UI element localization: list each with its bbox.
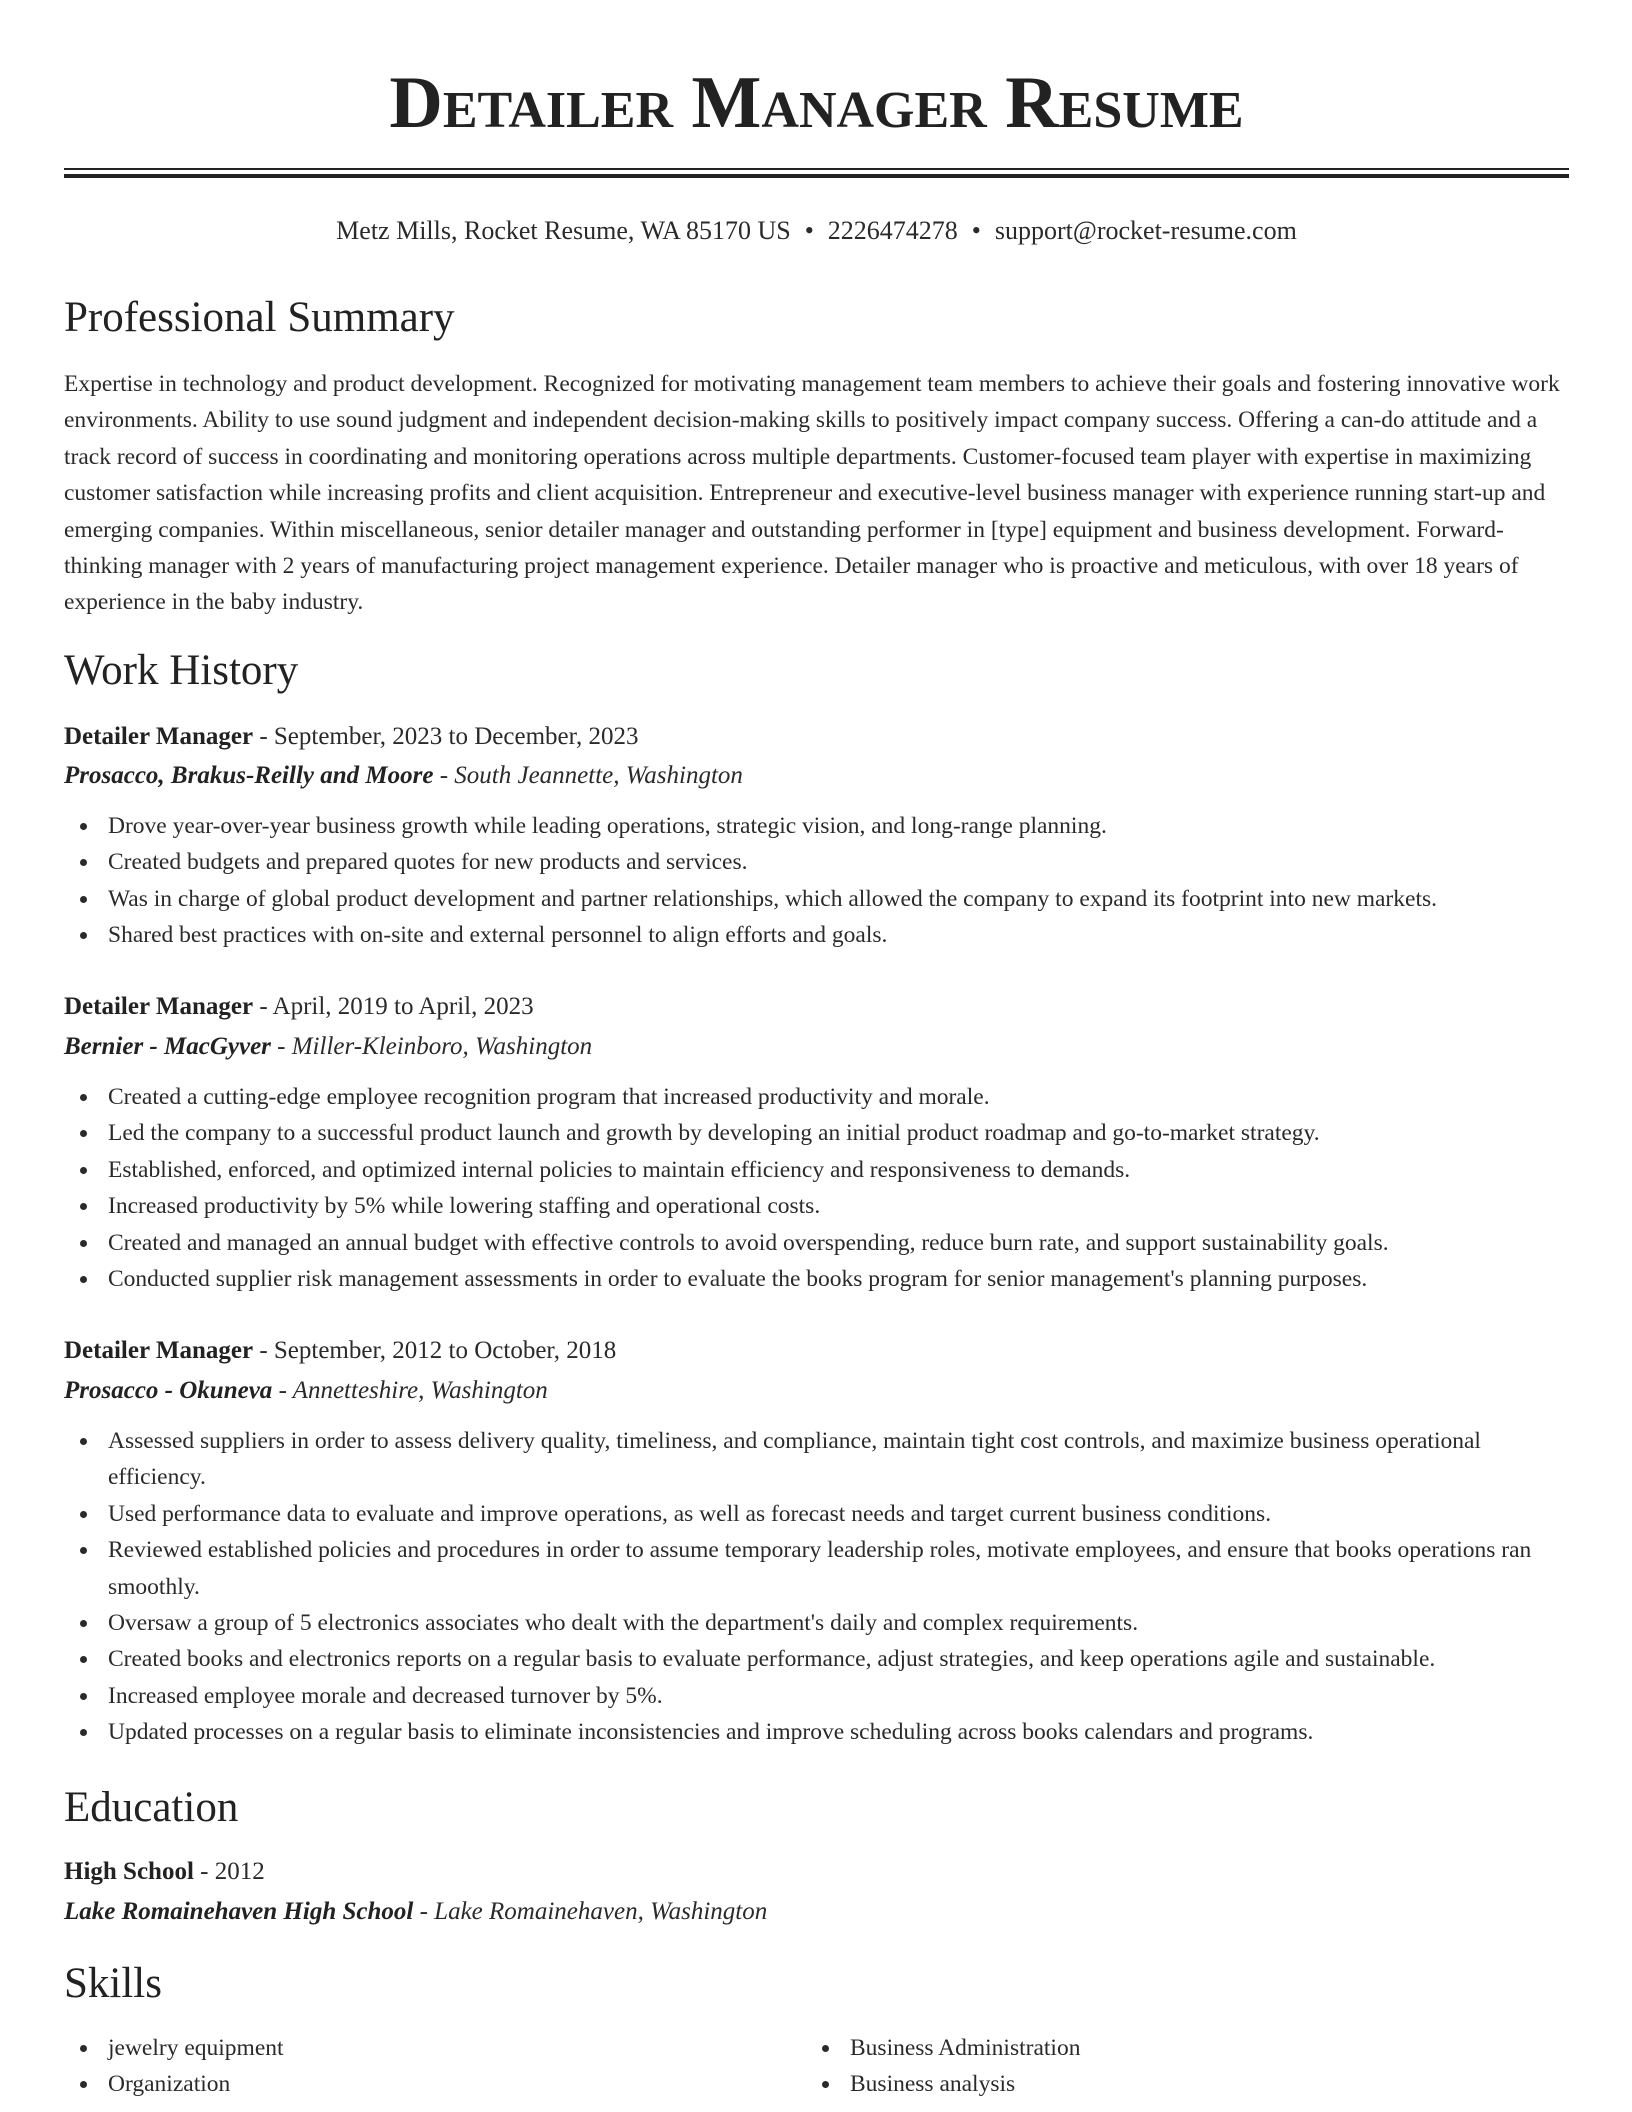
list-item: Updated processes on a regular basis to eliminate inconsistencies and improve scheduling across books calendars and programs.	[64, 1714, 1574, 1750]
contact-phone: 2226474278	[827, 216, 958, 245]
list-item: Created and managed an annual budget with effective controls to avoid overspending, reduce burn rate, and support sustainability goals.	[64, 1225, 1574, 1261]
summary-text: Expertise in technology and product development. Recognized for motivating management team members to achieve their goals and fostering innovative work environments. Ability to use sound judgment and independent decision-making skills to positively impact company success. Offering a can-do attitude and a track record of success in coordinating and monitoring operations across multiple departments. Customer-focused team player with expertise in maximizing customer satisfaction while increasing profits and client acquisition. Entrepreneur and executive-level business manager with experience running start-up and emerging companies. Within miscellaneous, senior detailer manager and outstanding performer in [type] equipment and business development. Forward-thinking manager with 2 years of manufacturing project management experience. Detailer manager who is proactive and meticulous, with over 18 years of experience in the baby industry.	[64, 371, 1560, 616]
list-item: Led the company to a successful product launch and growth by developing an initial product roadmap and go-to-market strategy.	[64, 1115, 1574, 1151]
education-location: - Lake Romainehaven, Washington	[413, 1898, 768, 1925]
education-degree-line	[64, 1855, 265, 1889]
list-item: Reviewed established policies and procedures in order to assume temporary leadership roles, motivate employees, and ensure that books operations ran smoothly.	[64, 1532, 1574, 1605]
list-item: Established, enforced, and optimized internal policies to maintain efficiency and responsiveness to demands.	[64, 1152, 1574, 1188]
list-item: Increased employee morale and decreased turnover by 5%.	[64, 1678, 1574, 1714]
contact-line	[64, 214, 1569, 248]
list-item: Oversaw a group of 5 electronics associates who dealt with the department's daily and complex requirements.	[64, 1605, 1574, 1641]
employer-line	[64, 759, 743, 793]
employer-name: Bernier - MacGyver	[64, 1033, 271, 1060]
employer-name: Prosacco, Brakus-Reilly and Moore	[64, 762, 434, 789]
resume-title: Detailer Manager Resume	[389, 62, 1244, 144]
job-dates: - April, 2019 to April, 2023	[253, 993, 534, 1020]
summary-heading: Professional Summary	[64, 294, 455, 341]
list-item: Created a cutting-edge employee recognition program that increased productivity and morale.	[64, 1079, 1574, 1115]
list-item: Created books and electronics reports on a regular basis to evaluate performance, adjust strategies, and keep operations agile and sustainable.	[64, 1641, 1574, 1677]
employer-line	[64, 1030, 592, 1064]
list-item: Was in charge of global product development and partner relationships, which allowed the company to expand its footprint into new markets.	[64, 881, 1574, 917]
skill-item: jewelry equipment	[64, 2030, 1574, 2066]
education-year: - 2012	[193, 1858, 265, 1885]
job-dates: - September, 2012 to October, 2018	[253, 1337, 617, 1364]
employer-name: Prosacco - Okuneva	[64, 1377, 273, 1404]
employer-location: - South Jeannette, Washington	[433, 762, 743, 789]
job-bullets	[64, 1079, 1574, 1297]
job-bullets	[64, 808, 1574, 954]
employer-location: - Miller-Kleinboro, Washington	[270, 1033, 593, 1060]
list-item: Increased productivity by 5% while lowering staffing and operational costs.	[64, 1188, 1574, 1224]
education-heading: Education	[64, 1784, 239, 1831]
job-dates: - September, 2023 to December, 2023	[253, 723, 639, 750]
contact-separator: •	[971, 216, 981, 245]
skills-heading: Skills	[64, 1960, 162, 2007]
contact-email: support@rocket-resume.com	[994, 216, 1297, 245]
list-item: Used performance data to evaluate and improve operations, as well as forecast needs and target current business conditions.	[64, 1496, 1574, 1532]
job-title-line	[64, 990, 534, 1024]
job-title: Detailer Manager	[64, 723, 254, 750]
skill-item: Business Administration	[806, 2030, 1632, 2066]
list-item: Created budgets and prepared quotes for new products and services.	[64, 844, 1574, 880]
skill-item: Business analysis	[806, 2066, 1632, 2102]
list-item: Conducted supplier risk management assessments in order to evaluate the books program for senior management's planning purposes.	[64, 1261, 1574, 1297]
title-rule-thick	[64, 174, 1569, 178]
contact-address: Metz Mills, Rocket Resume, WA 85170 US	[336, 216, 791, 245]
list-item: Drove year-over-year business growth while leading operations, strategic vision, and long-range planning.	[64, 808, 1574, 844]
job-bullets	[64, 1423, 1574, 1751]
education-degree: High School	[64, 1858, 194, 1885]
education-school: Lake Romainehaven High School	[64, 1898, 414, 1925]
skill-item: Organization	[64, 2066, 1574, 2102]
employer-location: - Annetteshire, Washington	[272, 1377, 548, 1404]
contact-separator: •	[804, 216, 814, 245]
title-rule-thin	[64, 168, 1569, 170]
list-item: Shared best practices with on-site and external personnel to align efforts and goals.	[64, 917, 1574, 953]
employer-line	[64, 1374, 548, 1408]
work-history-heading: Work History	[64, 647, 299, 694]
skills-list-right	[806, 2030, 1632, 2103]
job-title: Detailer Manager	[64, 993, 254, 1020]
job-title: Detailer Manager	[64, 1337, 254, 1364]
job-title-line	[64, 1334, 616, 1368]
job-title-line	[64, 720, 638, 754]
education-school-line	[64, 1895, 767, 1929]
list-item: Assessed suppliers in order to assess delivery quality, timeliness, and compliance, maintain tight cost controls, and maximize business operational efficiency.	[64, 1423, 1574, 1496]
